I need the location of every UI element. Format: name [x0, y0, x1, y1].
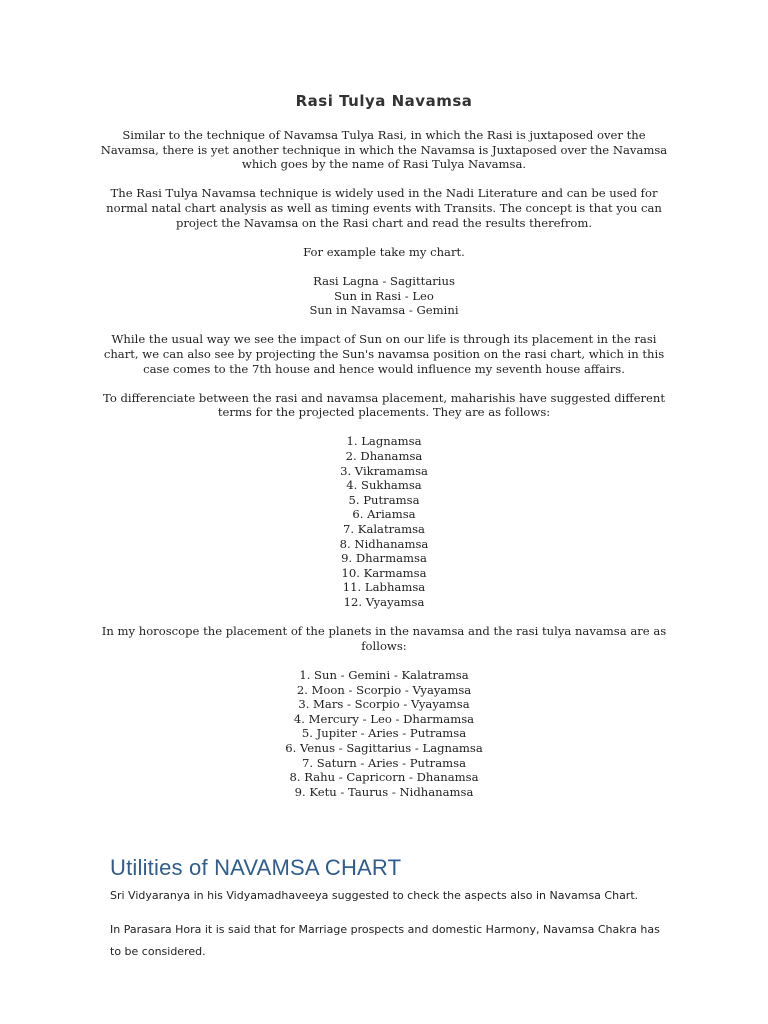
intro-paragraph-3: For example take my chart.	[303, 244, 465, 259]
explanation-paragraph-1: While the usual way we see the impact of Sun on our life is through its placement in the rasi chart, we can also see by projecting the Sun's navamsa position on the rasi chart, which in this case comes to the 7th house and hence would influence my seventh house affairs.	[103, 332, 665, 376]
utilities-paragraph-1: Sri Vidyaranya in his Vidyamadhaveeya suggested to check the aspects also in Navamsa Chart.	[110, 889, 639, 902]
list-item: 9. Dharmamsa	[341, 551, 427, 566]
list-item: 3. Vikramamsa	[340, 463, 428, 478]
list-item: 8. Nidhanamsa	[339, 536, 429, 551]
intro-paragraph-1: Similar to the technique of Navamsa Tulya Rasi, in which the Rasi is juxtaposed over the Navamsa, there is yet another technique in which the Navamsa is Juxtaposed over the Navamsa which goes by the name of Rasi Tulya Navamsa.	[100, 128, 668, 172]
list-item: 3. Mars - Scorpio - Vyayamsa	[298, 697, 470, 712]
utilities-heading: Utilities of NAVAMSA CHART	[110, 855, 402, 880]
page-title: Rasi Tulya Navamsa	[295, 92, 473, 110]
list-item: 6. Venus - Sagittarius - Lagnamsa	[285, 740, 483, 755]
list-item: 9. Ketu - Taurus - Nidhanamsa	[294, 784, 474, 799]
list-item: 6. Ariamsa	[352, 507, 416, 522]
list-item: 7. Saturn - Aries - Putramsa	[302, 755, 466, 770]
example-chart-lines	[100, 274, 668, 318]
example-line: Rasi Lagna - Sagittarius	[313, 273, 455, 288]
list-item: 4. Sukhamsa	[346, 478, 422, 493]
horoscope-intro-paragraph: In my horoscope the placement of the planets in the navamsa and the rasi tulya navamsa are as follows:	[101, 624, 667, 653]
list-item: 12. Vyayamsa	[343, 595, 425, 609]
list-item: 5. Putramsa	[348, 492, 420, 507]
utilities-paragraph-2: In Parasara Hora it is said that for Marriage prospects and domestic Harmony, Navamsa Chakra has to be considered.	[110, 923, 660, 958]
explanation-paragraph-2: To differenciate between the rasi and navamsa placement, maharishis have suggested different terms for the projected placements. They are as follows:	[103, 390, 665, 420]
intro-paragraph-2: The Rasi Tulya Navamsa technique is widely used in the Nadi Literature and can be used for normal natal chart analysis as well as timing events with Transits. The concept is that you can project the Navamsa on the Rasi chart and read the results therefrom.	[106, 186, 662, 230]
example-line: Sun in Rasi - Leo	[334, 288, 434, 303]
list-item: 11. Labhamsa	[342, 580, 426, 595]
planet-placements-list	[100, 668, 668, 799]
centered-content	[100, 128, 668, 814]
list-item: 5. Jupiter - Aries - Putramsa	[301, 726, 467, 741]
example-line: Sun in Navamsa - Gemini	[309, 303, 459, 318]
amsa-terms-list	[100, 434, 668, 609]
list-item: 2. Moon - Scorpio - Vyayamsa	[296, 682, 472, 697]
list-item: 7. Kalatramsa	[343, 522, 425, 537]
list-item: 4. Mercury - Leo - Dharmamsa	[293, 711, 475, 726]
list-item: 10. Karmamsa	[341, 565, 427, 580]
list-item: 1. Lagnamsa	[346, 434, 422, 449]
list-item: 2. Dhanamsa	[345, 449, 423, 464]
list-item: 8. Rahu - Capricorn - Dhanamsa	[289, 770, 479, 785]
list-item: 1. Sun - Gemini - Kalatramsa	[299, 667, 469, 682]
